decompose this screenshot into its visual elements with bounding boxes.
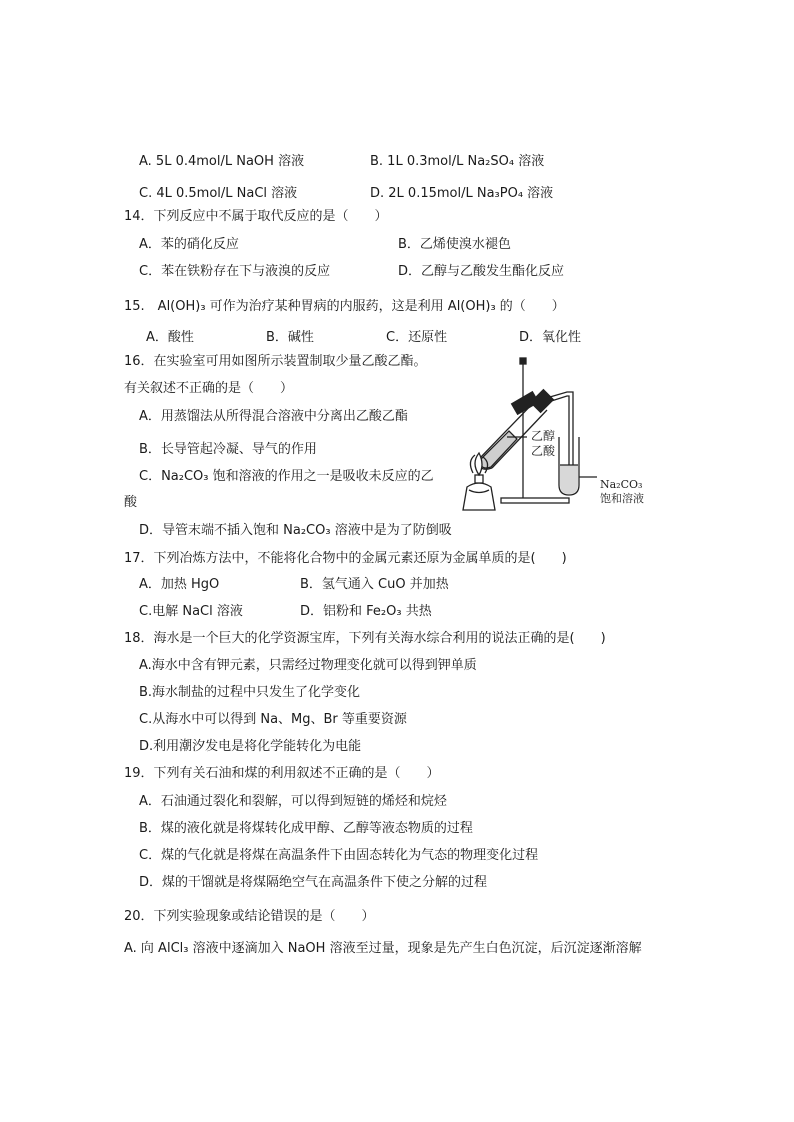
label-ethanol: 乙醇 — [531, 429, 556, 443]
q13-option-b: B. 1L 0.3mol/L Na₂SO₄ 溶液 — [370, 154, 545, 169]
q19-option-a: A．石油通过裂化和裂解，可以得到短链的烯烃和烷烃 — [139, 794, 447, 809]
q14-option-b: B．乙烯使溴水褪色 — [398, 237, 511, 252]
q17-option-a: A．加热 HgO — [139, 577, 220, 592]
q16-option-b: B．长导管起冷凝、导气的作用 — [139, 442, 317, 457]
q19-option-b: B．煤的液化就是将煤转化成甲醇、乙醇等液态物质的过程 — [139, 821, 473, 836]
q14-option-c: C．苯在铁粉存在下与液溴的反应 — [139, 264, 331, 279]
q19-option-d: D．煤的干馏就是将煤隔绝空气在高温条件下使之分解的过程 — [139, 875, 488, 890]
q15-option-b: B．碱性 — [266, 330, 314, 345]
q19-option-c: C．煤的气化就是将煤在高温条件下由固态转化为气态的物理变化过程 — [139, 848, 539, 863]
q18-stem: 18．海水是一个巨大的化学资源宝库，下列有关海水综合利用的说法正确的是( ) — [124, 631, 606, 646]
q13-option-a: A. 5L 0.4mol/L NaOH 溶液 — [139, 154, 305, 169]
q15-option-a: A．酸性 — [146, 330, 194, 345]
label-acetic-acid: 乙酸 — [531, 444, 556, 458]
q16-stem-line1: 16．在实验室可用如图所示装置制取少量乙酸乙酯。 — [124, 354, 427, 369]
ester-apparatus-figure — [455, 355, 665, 515]
q17-option-d: D．铝粉和 Fe₂O₃ 共热 — [300, 604, 432, 619]
q14-stem: 14．下列反应中不属于取代反应的是（ ） — [124, 209, 388, 224]
q18-option-c: C.从海水中可以得到 Na、Mg、Br 等重要资源 — [139, 712, 407, 727]
q16-option-a: A．用蒸馏法从所得混合溶液中分离出乙酸乙酯 — [139, 409, 408, 424]
q16-stem-line2: 有关叙述不正确的是（ ） — [124, 381, 294, 396]
q15-option-d: D．氧化性 — [519, 330, 582, 345]
q15-stem: 15. Al(OH)₃ 可作为治疗某种胃病的内服药，这是利用 Al(OH)₃ 的（ ） — [124, 299, 565, 314]
q16-option-c-line1: C．Na₂CO₃ 饱和溶液的作用之一是吸收未反应的乙 — [139, 469, 434, 484]
q16-option-c-line2: 酸 — [124, 495, 138, 510]
q19-stem: 19．下列有关石油和煤的利用叙述不正确的是（ ） — [124, 766, 440, 781]
q13-option-d: D. 2L 0.15mol/L Na₃PO₄ 溶液 — [370, 186, 554, 201]
q16-option-d: D．导管末端不插入饱和 Na₂CO₃ 溶液中是为了防倒吸 — [139, 523, 452, 538]
q17-option-c: C.电解 NaCl 溶液 — [139, 604, 243, 619]
label-na2co3: Na₂CO₃ — [600, 478, 643, 491]
label-saturated-solution: 饱和溶液 — [600, 492, 644, 505]
q14-option-d: D．乙醇与乙酸发生酯化反应 — [398, 264, 565, 279]
q14-option-a: A．苯的硝化反应 — [139, 237, 239, 252]
q15-option-c: C．还原性 — [386, 330, 448, 345]
q17-stem: 17．下列冶炼方法中，不能将化合物中的金属元素还原为金属单质的是( ) — [124, 551, 567, 566]
q17-option-b: B．氢气通入 CuO 并加热 — [300, 577, 449, 592]
q20-option-a: A. 向 AlCl₃ 溶液中逐滴加入 NaOH 溶液至过量，现象是先产生白色沉淀，后沉淀逐渐溶解 — [124, 941, 642, 956]
q18-option-d: D.利用潮汐发电是将化学能转化为电能 — [139, 739, 362, 754]
q20-stem: 20．下列实验现象或结论错误的是（ ） — [124, 909, 375, 924]
q13-option-c: C. 4L 0.5mol/L NaCl 溶液 — [139, 186, 298, 201]
q18-option-a: A.海水中含有钾元素，只需经过物理变化就可以得到钾单质 — [139, 658, 477, 673]
q18-option-b: B.海水制盐的过程中只发生了化学变化 — [139, 685, 361, 700]
